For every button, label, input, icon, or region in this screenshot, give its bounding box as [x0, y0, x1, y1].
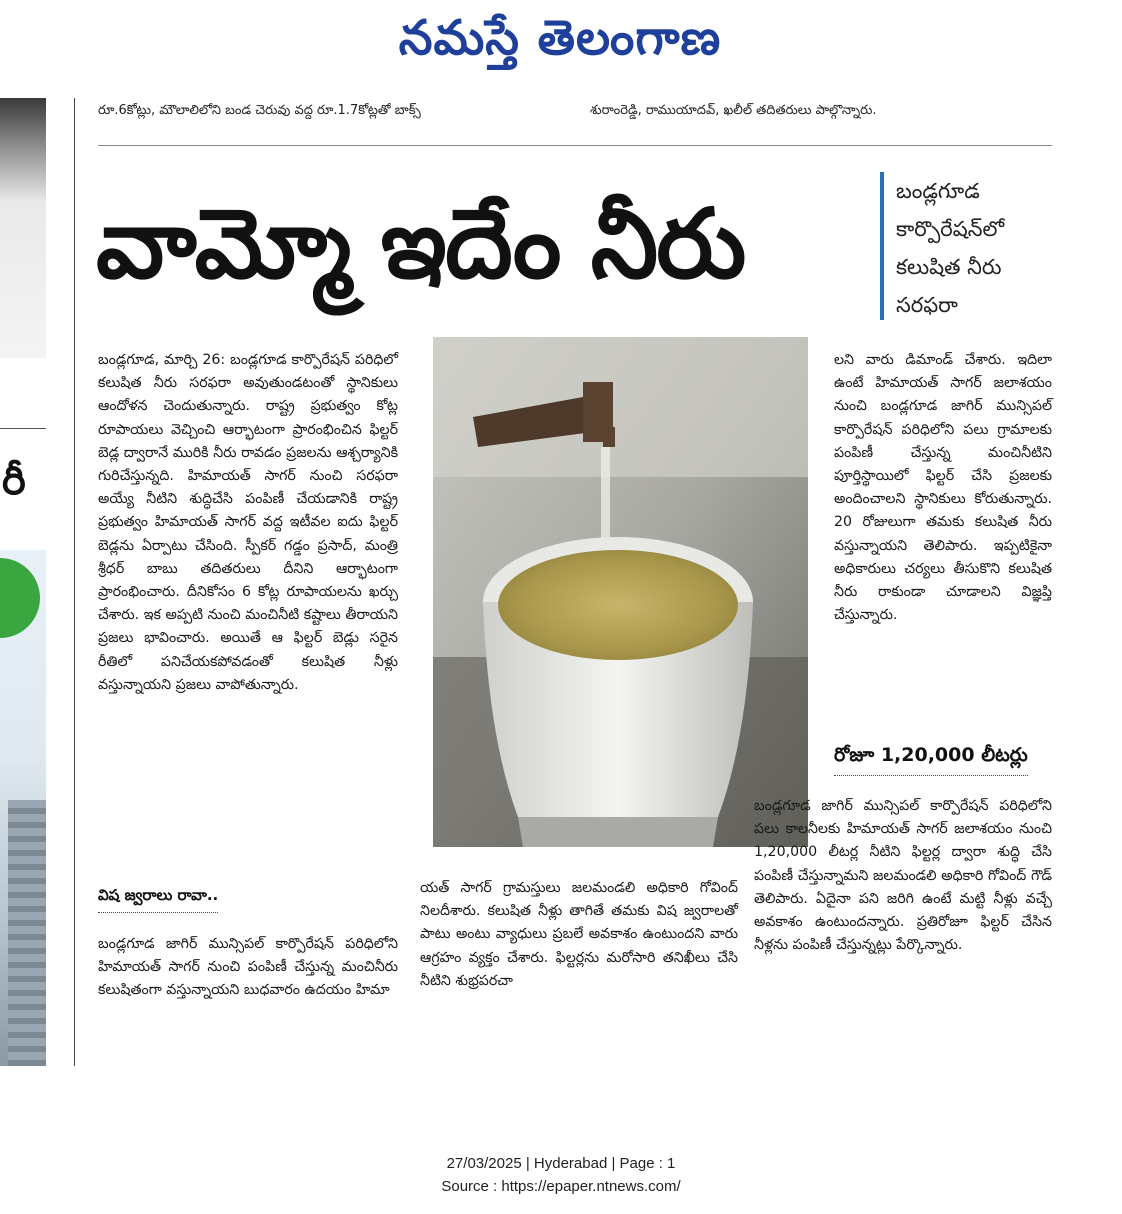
- subheading-daily-litres: రోజూ 1,20,000 లీటర్లు: [834, 744, 1028, 776]
- deck-line: బండ్లగూడ: [896, 179, 980, 203]
- previous-article-line-left: రూ.6కోట్లు, మౌలాలిలోని బండ చెరువు వద్ద రూ.1.7కోట్లతో బాక్స్: [98, 103, 421, 118]
- deck-line: కలుషిత నీరు: [896, 255, 1002, 279]
- ad-building-image: [8, 800, 46, 1066]
- adjacent-divider: [0, 428, 46, 429]
- footer-source-link[interactable]: Source : https://epaper.ntnews.com/: [441, 1178, 681, 1195]
- subheading-fever: విష జ్వరాలు రావా..: [98, 886, 218, 913]
- previous-article-line-right: శురాంరెడ్డి, రాముయాదవ్, ఖలీల్ తదితరులు పాల్గొన్నారు.: [590, 103, 877, 118]
- ad-logo-icon: [0, 558, 40, 638]
- article-paragraph: బండ్లగూడ, మార్చి 26: బండ్లగూడ కార్పొరేషన్ పరిధిలో కలుషిత నీరు సరఫరా అవుతుండటంతో స్థానికులు ఆందోళన చెందుతున్నారు. రాష్ట్ర ప్రభుత్వం కోట్ల రూపాయలు వెచ్చించి ఆర్భాటంగా ప్రారంభించిన ఫిల్టర్ బెడ్ల ద్వారానే మురికి నీరు రావడం ప్రజలను ఆశ్చర్యానికి గురిచేస్తున్నది. హిమాయత్ సాగర్ నుంచి సరఫరా అయ్యే నీటిని శుద్ధిచేసి పంపిణీ చేయడానికి రాష్ట్ర ప్రభుత్వం హిమాయత్ సాగర్ వద్ద ఇటీవల ఐదు ఫిల్టర్ బెడ్లను ఏర్పాటు చేసింది. స్పీకర్ గడ్డం ప్రసాద్, మంత్రి శ్రీధర్ బాబు తదితరులు దీనిని ఆర్భాటంగా ప్రారంభించారు. దీనికోసం 6 కోట్ల రూపాయలను ఖర్చు చేశారు. ఇక అప్పటి నుంచి మంచినీటి కష్టాలు తీరాయని ప్రజలు భావించారు. అయితే ఆ ఫిల్టర్ బెడ్లు సరైన రీతిలో పనిచేయకపోవడంతో కలుషిత నీళ్లు వస్తున్నాయని ప్రజలు వాపోతున్నారు.: [98, 352, 398, 693]
- adjacent-headline-fragment: రీ: [2, 458, 26, 504]
- article-paragraph: లని వారు డిమాండ్ చేశారు. ఇదిలా ఉంటే హిమాయత్ సాగర్ జలాశయం నుంచి బండ్లగూడ జాగిర్ మున్సిపల్ కార్పొరేషన్ పరిధిలోని పలు గ్రామాలకు పంపిణీ చేస్తున్న మంచినీటిని పూర్తిస్థాయిలో ఫిల్టర్ చేసి ప్రజలకు అందించాలని స్థానికులు కోరుతున్నారు. 20 రోజులుగా తమకు కలుషిత నీరు వస్తున్నాయని తెలిపారు. ఇప్పటికైనా అధికారులు చర్యలు తీసుకొని కలుషిత నీరు రాకుండా చూడాలని విజ్ఞప్తి చేస్తున్నారు.: [834, 352, 1052, 624]
- article-photo: [433, 337, 808, 847]
- page-footer: [0, 1152, 1122, 1198]
- article-column-1: [98, 349, 398, 697]
- adjacent-photo: [0, 98, 46, 358]
- adjacent-advertisement: [0, 550, 46, 1066]
- article-column-2-lower: [420, 877, 738, 993]
- footer-date-line: 27/03/2025 | Hyderabad | Page : 1: [446, 1155, 676, 1172]
- deck-line: కార్పొరేషన్‌లో: [896, 217, 1005, 241]
- section-divider: [98, 145, 1052, 146]
- article-paragraph: యత్ సాగర్ గ్రామస్తులు జలమండలి అధికారి గోవింద్ నిలదీశారు. కలుషిత నీళ్లు తాగితే తమకు విష జ్వరాలతో పాటు అంటు వ్యాధులు ప్రబలే అవకాశం ఉంటుందని వారు ఆగ్రహం వ్యక్తం చేశారు. ఫిల్టర్లను మరోసారి తనిఖీలు చేసి నీటిని శుభ్రపరచా: [420, 880, 738, 989]
- adjacent-page-strip: [0, 98, 46, 1066]
- deck-line: సరఫరా: [896, 293, 958, 317]
- masthead-title: నమస్తే తెలంగాణ: [398, 10, 722, 66]
- article-column-3-lower: [754, 795, 1052, 957]
- article-column-1-lower: [98, 933, 398, 1003]
- article-column-3: [834, 349, 1052, 627]
- article-headline: వామ్మో ఇదేం నీరు: [96, 188, 745, 300]
- article-deck: [880, 172, 1066, 320]
- tap-water-bucket-photo: [433, 337, 808, 847]
- article-paragraph: బండ్లగూడ జాగిర్ మున్సిపల్ కార్పొరేషన్ పరిధిలోని హిమాయత్ సాగర్ నుంచి పంపిణీ చేస్తున్న మంచినీరు కలుషితంగా వస్తున్నాయని బుధవారం ఉదయం హిమా: [98, 936, 398, 999]
- article-paragraph: బండ్లగూడ జాగిర్ మున్సిపల్ కార్పొరేషన్ పరిధిలోని పలు కాలనీలకు హిమాయత్ సాగర్ జలాశయం నుంచి 1,20,000 లీటర్ల నీటిని ఫిల్టర్ల ద్వారా శుద్ధి చేసి పంపిణీ చేస్తున్నామని జలమండలి అధికారి గోవింద్ గౌడ్ తెలిపారు. ఏదైనా పని జరిగి ఉంటే మట్టి నీళ్లు వచ్చే అవకాశం ఉంటుందన్నారు. ప్రతిరోజూ ఫిల్టర్ చేసిన నీళ్లను పంపిణీ చేస్తున్నట్లు పేర్కొన్నారు.: [754, 798, 1052, 954]
- page-divider: [74, 98, 75, 1066]
